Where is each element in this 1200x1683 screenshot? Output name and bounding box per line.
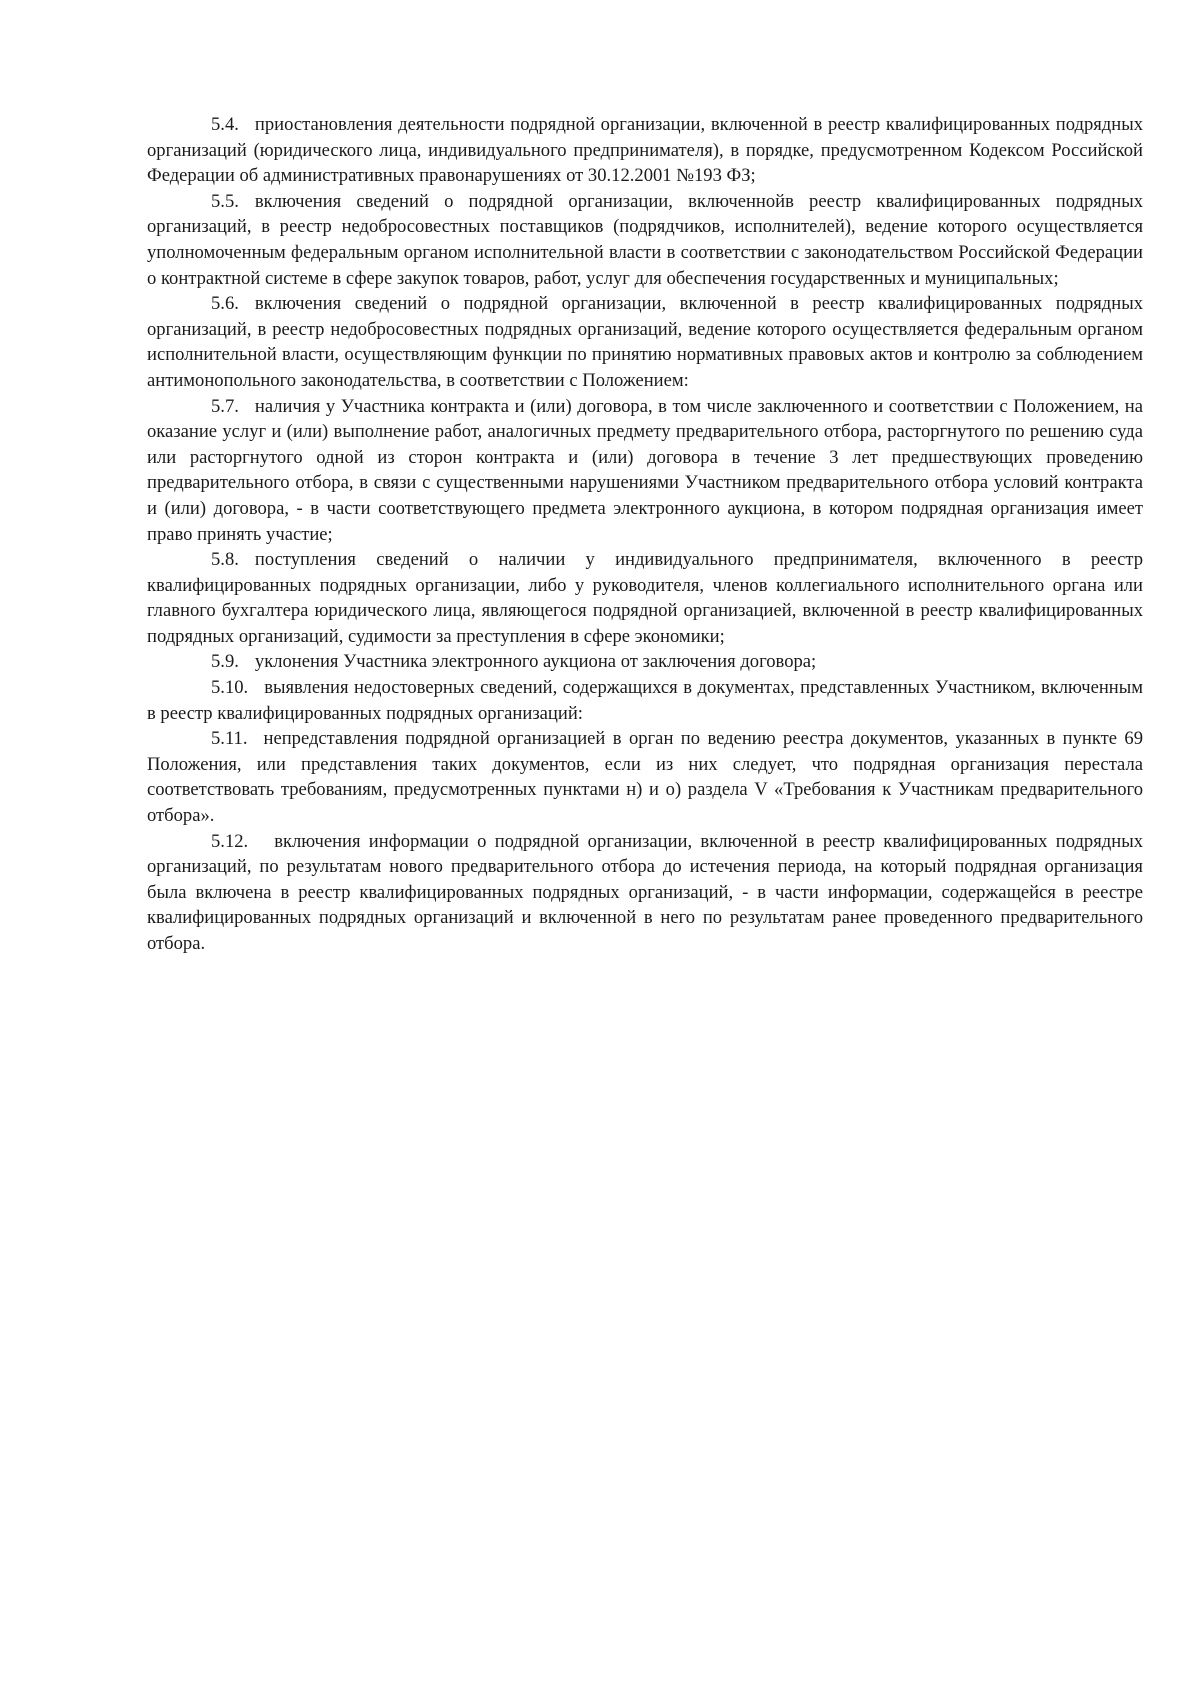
clause-number: 5.12. xyxy=(211,830,249,852)
clause-5-6 xyxy=(147,291,1143,393)
clause-5-7 xyxy=(147,394,1143,548)
clause-number: 5.10. xyxy=(211,677,249,699)
clause-number: 5.7. xyxy=(211,395,239,417)
clause-text: наличия у Участника контракта и (или) договора, в том числе заключенного и соответствии с Положением, на оказание услуг и (или) выполнение работ, аналогичных предмету предварительного отбора, расторгнутого по решению суда или расторгнутого одной из сторон контракта и (или) договора в течение 3 лет предшествующих проведению предварительного отбора, в связи с существенными нарушениями Участником предварительного отбора условий контракта и (или) договора, - в части соответствующего предмета электронного аукциона, в котором подрядная организация имеет право принять участие; xyxy=(147,395,1143,545)
clause-text: включения сведений о подрядной организации, включеннойв реестр квалифицированных подрядных организаций, в реестр недобросовестных поставщиков (подрядчиков, исполнителей), ведение которого осуществляется уполномоченным федеральным органом исполнительной власти в соответствии с законодательством Российской Федерации о контрактной системе в сфере закупок товаров, работ, услуг для обеспечения государственных и муниципальных; xyxy=(147,190,1143,289)
clause-text: приостановления деятельности подрядной организации, включенной в реестр квалифицированных подрядных организаций (юридического лица, индивидуального предпринимателя), в порядке, предусмотренном Кодексом Российской Федерации об административных правонарушениях от 30.12.2001 №193 ФЗ; xyxy=(147,114,1143,187)
clause-number: 5.8. xyxy=(211,549,239,571)
clause-number: 5.6. xyxy=(211,293,239,315)
clause-text: выявления недостоверных сведений, содержащихся в документах, представленных Участником, включенным в реестр квалифицированных подрядных организаций: xyxy=(147,677,1143,724)
clause-number: 5.11. xyxy=(211,728,248,750)
clause-number: 5.5. xyxy=(211,190,239,212)
clause-text: поступления сведений о наличии у индивидуального предпринимателя, включенного в реестр квалифицированных подрядных организации, либо у руководителя, членов коллегиального исполнительного органа или главного бухгалтера юридического лица, являющегося подрядной организацией, включенной в реестр квалифицированных подрядных организаций, судимости за преступления в сфере экономики; xyxy=(147,549,1143,647)
clause-text: включения информации о подрядной организации, включенной в реестр квалифицированных подрядных организаций, по результатам нового предварительного отбора до истечения периода, на который подрядная организация была включена в реестр квалифицированных подрядных организаций, - в части информации, содержащейся в реестре квалифицированных подрядных организаций и включенной в него по результатам ранее проведенного предварительного отбора. xyxy=(147,830,1143,954)
clause-5-9 xyxy=(147,649,1143,675)
clause-number: 5.9. xyxy=(211,651,239,673)
clause-number: 5.4. xyxy=(211,114,239,135)
clause-5-5 xyxy=(147,189,1143,291)
clause-5-11 xyxy=(147,726,1143,828)
clause-5-10 xyxy=(147,675,1143,726)
clause-5-8 xyxy=(147,547,1143,649)
clause-5-12 xyxy=(147,829,1143,957)
clause-text: непредставления подрядной организацией в орган по ведению реестра документов, указанных в пункте 69 Положения, или представления таких документов, если из них следует, что подрядная организация перестала соответствовать требованиям, предусмотренных пунктами н) и о) раздела V «Требования к Участникам предварительного отбора». xyxy=(147,728,1143,827)
document-body xyxy=(147,112,1143,957)
clause-5-4 xyxy=(147,112,1143,189)
clause-text: включения сведений о подрядной организации, включенной в реестр квалифицированных подрядных организаций, в реестр недобросовестных подрядных организаций, ведение которого осуществляется федеральным органом исполнительной власти, осуществляющим функции по принятию нормативных правовых актов и контролю за соблюдением антимонопольного законодательства, в соответствии с Положением: xyxy=(147,293,1143,391)
clause-text: уклонения Участника электронного аукциона от заключения договора; xyxy=(254,651,817,673)
